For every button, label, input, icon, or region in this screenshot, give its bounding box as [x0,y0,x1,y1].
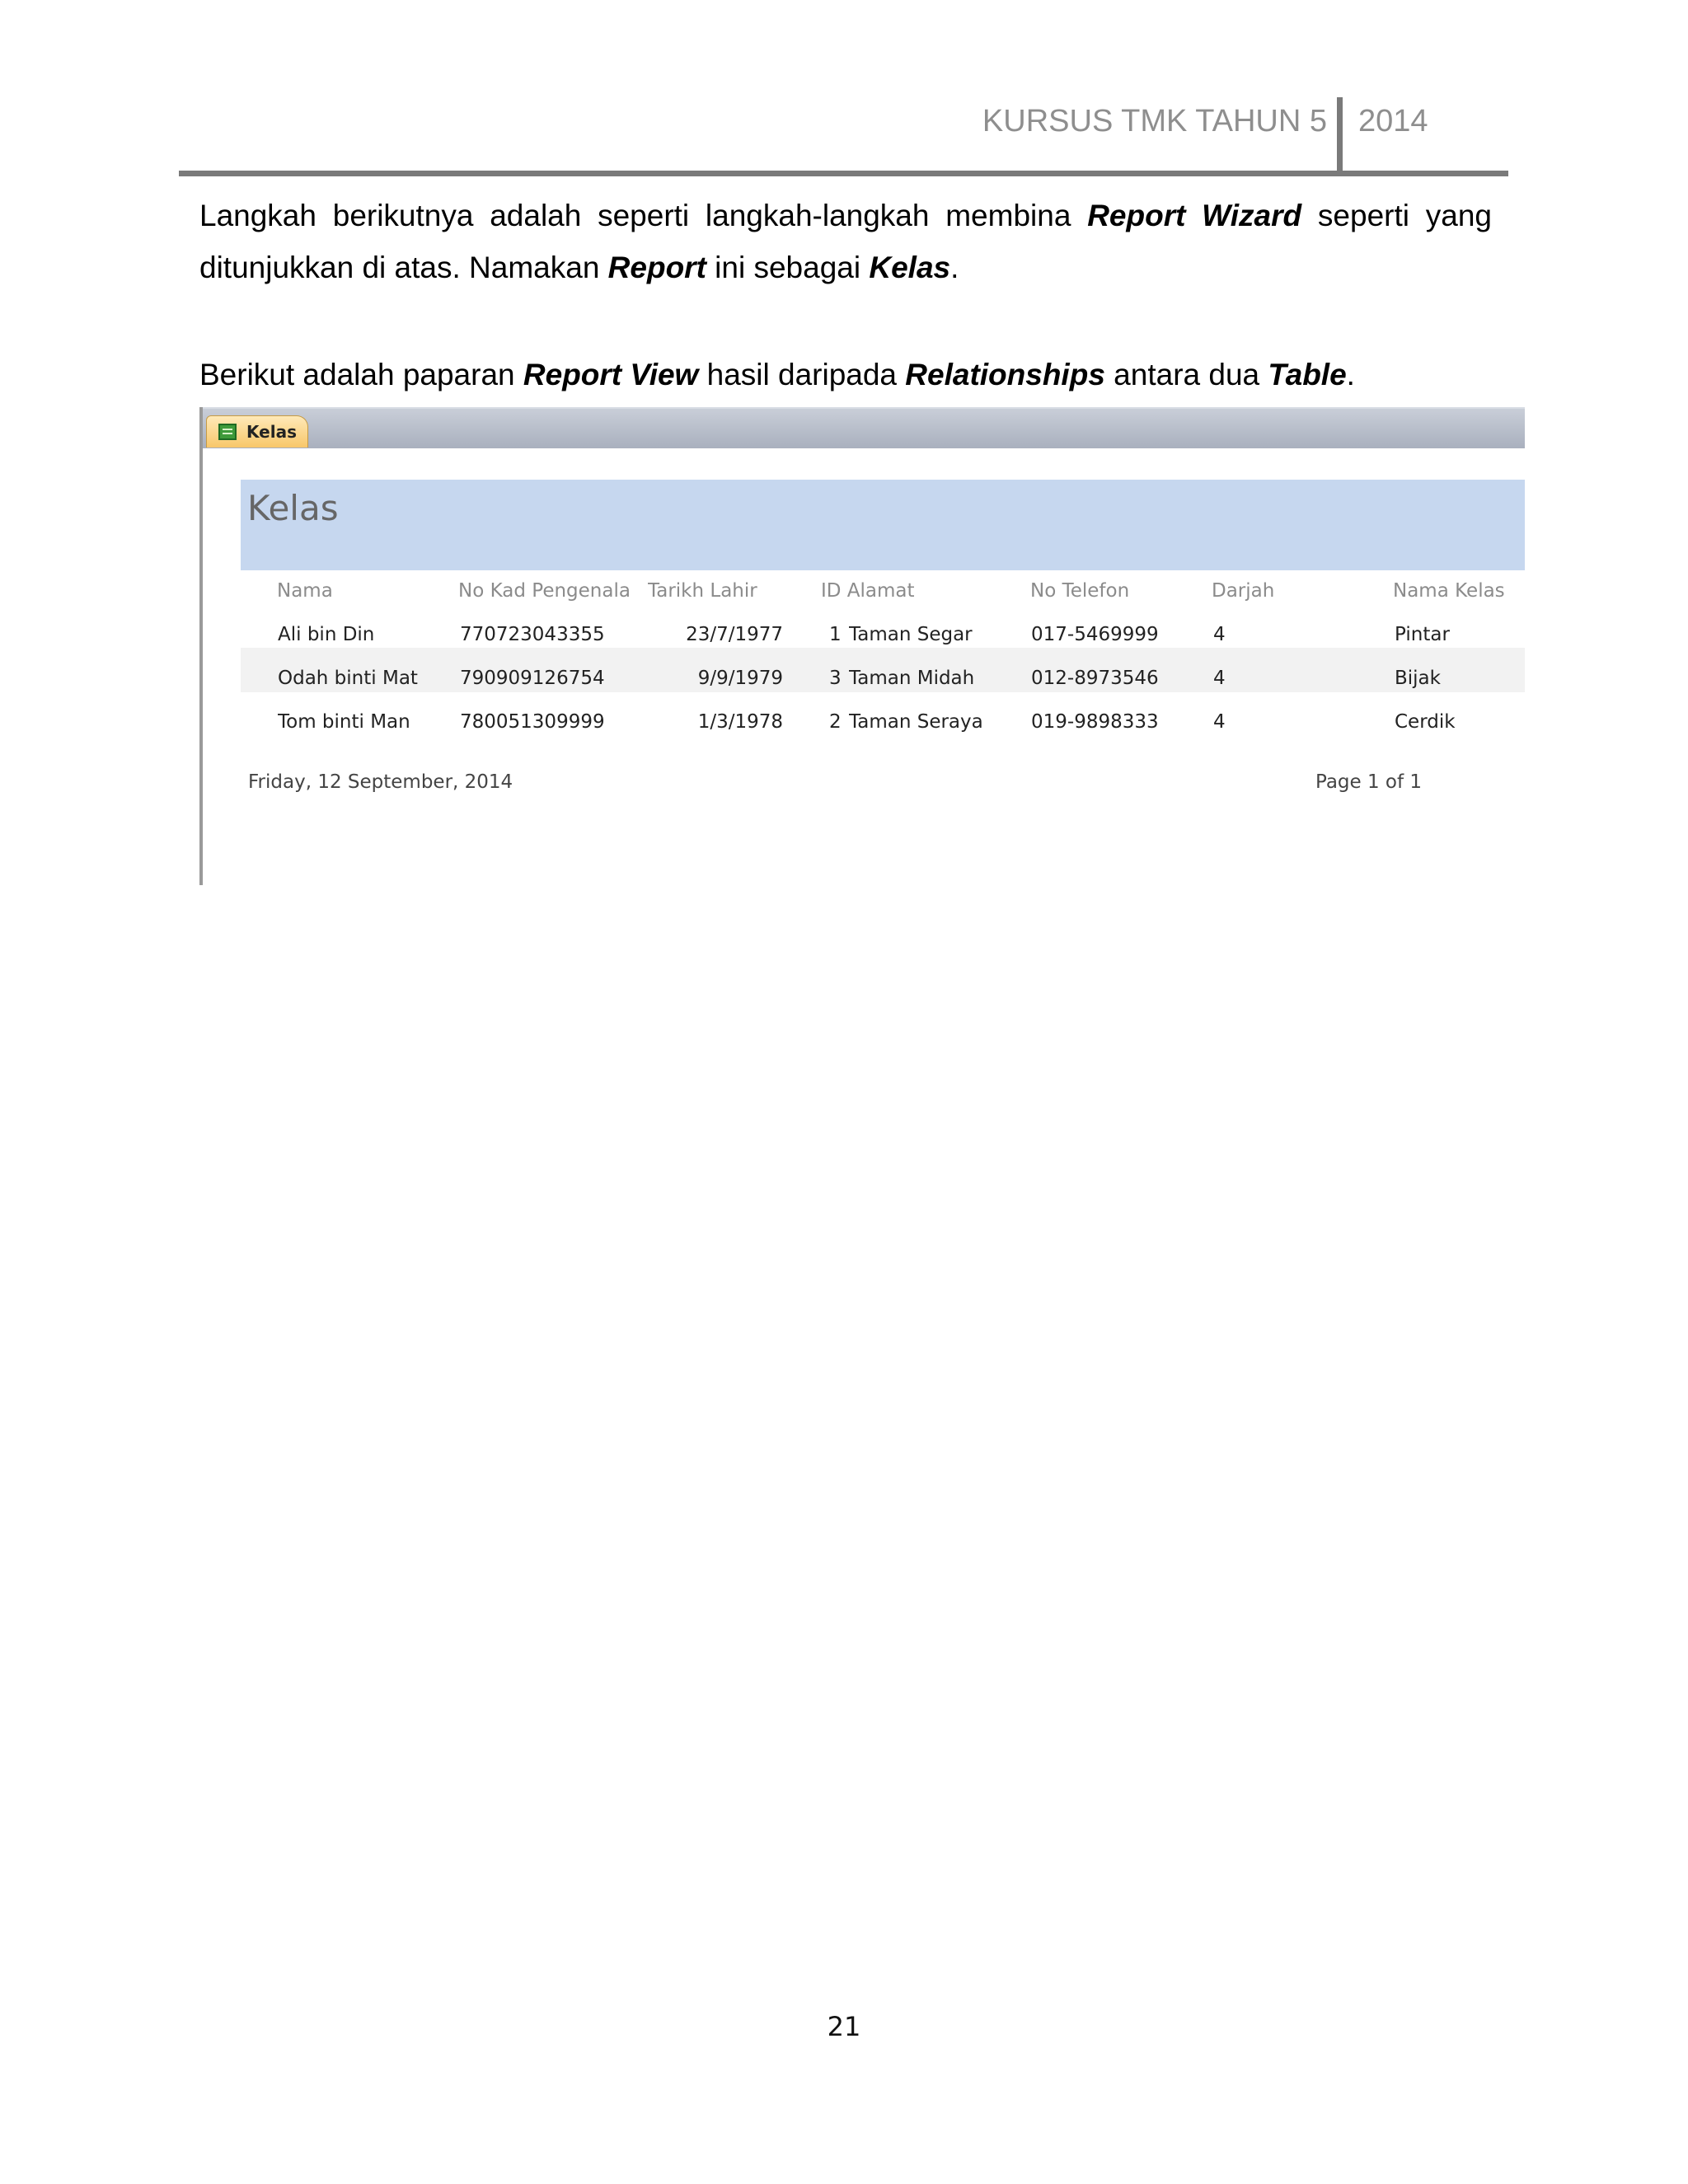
running-header-title: KURSUS TMK TAHUN 5 [982,104,1327,138]
report-title: Kelas [247,488,339,528]
cell-kelas: Cerdik [1395,711,1456,733]
text-run: . [1346,358,1355,391]
page-number: 21 [827,2011,861,2042]
cell-telefon: 012-8973546 [1031,668,1159,689]
emphasis-report-view: Report View [523,358,699,391]
cell-tarikh-lahir: 23/7/1977 [686,624,783,645]
cell-nama: Tom binti Man [278,711,410,733]
column-header-id-alamat: ID Alamat [821,580,915,602]
cell-id-alamat: 3 [829,668,842,689]
cell-alamat: Taman Midah [849,668,975,689]
text-run: Langkah berikutnya adalah seperti langkah-langkah membina [199,199,1088,232]
cell-darjah: 4 [1213,668,1226,689]
text-run: Berikut adalah paparan [199,358,523,391]
report-footer-date: Friday, 12 September, 2014 [248,771,513,793]
cell-id-alamat: 1 [829,624,842,645]
text-run: . [950,251,959,284]
cell-darjah: 4 [1213,624,1226,645]
emphasis-table: Table [1268,358,1347,391]
report-icon [218,424,237,440]
column-header-tarikh-lahir: Tarikh Lahir [648,580,757,602]
emphasis-relationships: Relationships [905,358,1105,391]
cell-alamat: Taman Seraya [849,711,983,733]
column-header-darjah: Darjah [1212,580,1275,602]
document-tab-bar [199,407,1525,448]
report-header-band [241,480,1525,570]
emphasis-kelas: Kelas [869,251,951,284]
cell-id-alamat: 2 [829,711,842,733]
screenshot-left-border [199,407,203,885]
header-divider [1337,97,1343,173]
column-header-no-kad: No Kad Pengenala [458,580,631,602]
text-run: seperti yang ditunjukkan di atas. Namakan [199,199,1492,284]
cell-ic: 780051309999 [460,711,605,733]
tab-kelas[interactable] [206,415,308,448]
cell-ic: 770723043355 [460,624,605,645]
cell-kelas: Bijak [1395,668,1441,689]
column-header-nama: Nama [277,580,333,602]
paragraph-instructions [199,190,1492,293]
tab-label: Kelas [246,422,297,442]
text-run: antara dua [1104,358,1268,391]
cell-tarikh-lahir: 1/3/1978 [697,711,783,733]
cell-alamat: Taman Segar [849,624,973,645]
cell-nama: Ali bin Din [278,624,375,645]
paragraph-report-view [199,349,1492,401]
emphasis-report: Report [607,251,706,284]
cell-tarikh-lahir: 9/9/1979 [697,668,783,689]
cell-kelas: Pintar [1395,624,1450,645]
running-header-year: 2014 [1358,104,1428,138]
cell-darjah: 4 [1213,711,1226,733]
text-run: ini sebagai [706,251,870,284]
cell-nama: Odah binti Mat [278,668,418,689]
column-header-nama-kelas: Nama Kelas [1393,580,1505,602]
report-screenshot [199,407,1525,885]
cell-telefon: 019-9898333 [1031,711,1159,733]
cell-ic: 790909126754 [460,668,605,689]
cell-telefon: 017-5469999 [1031,624,1159,645]
column-header-no-telefon: No Telefon [1030,580,1130,602]
text-run: hasil daripada [698,358,906,391]
emphasis-report-wizard: Report Wizard [1087,199,1302,232]
report-footer-page: Page 1 of 1 [1315,771,1423,793]
header-rule [179,171,1508,176]
